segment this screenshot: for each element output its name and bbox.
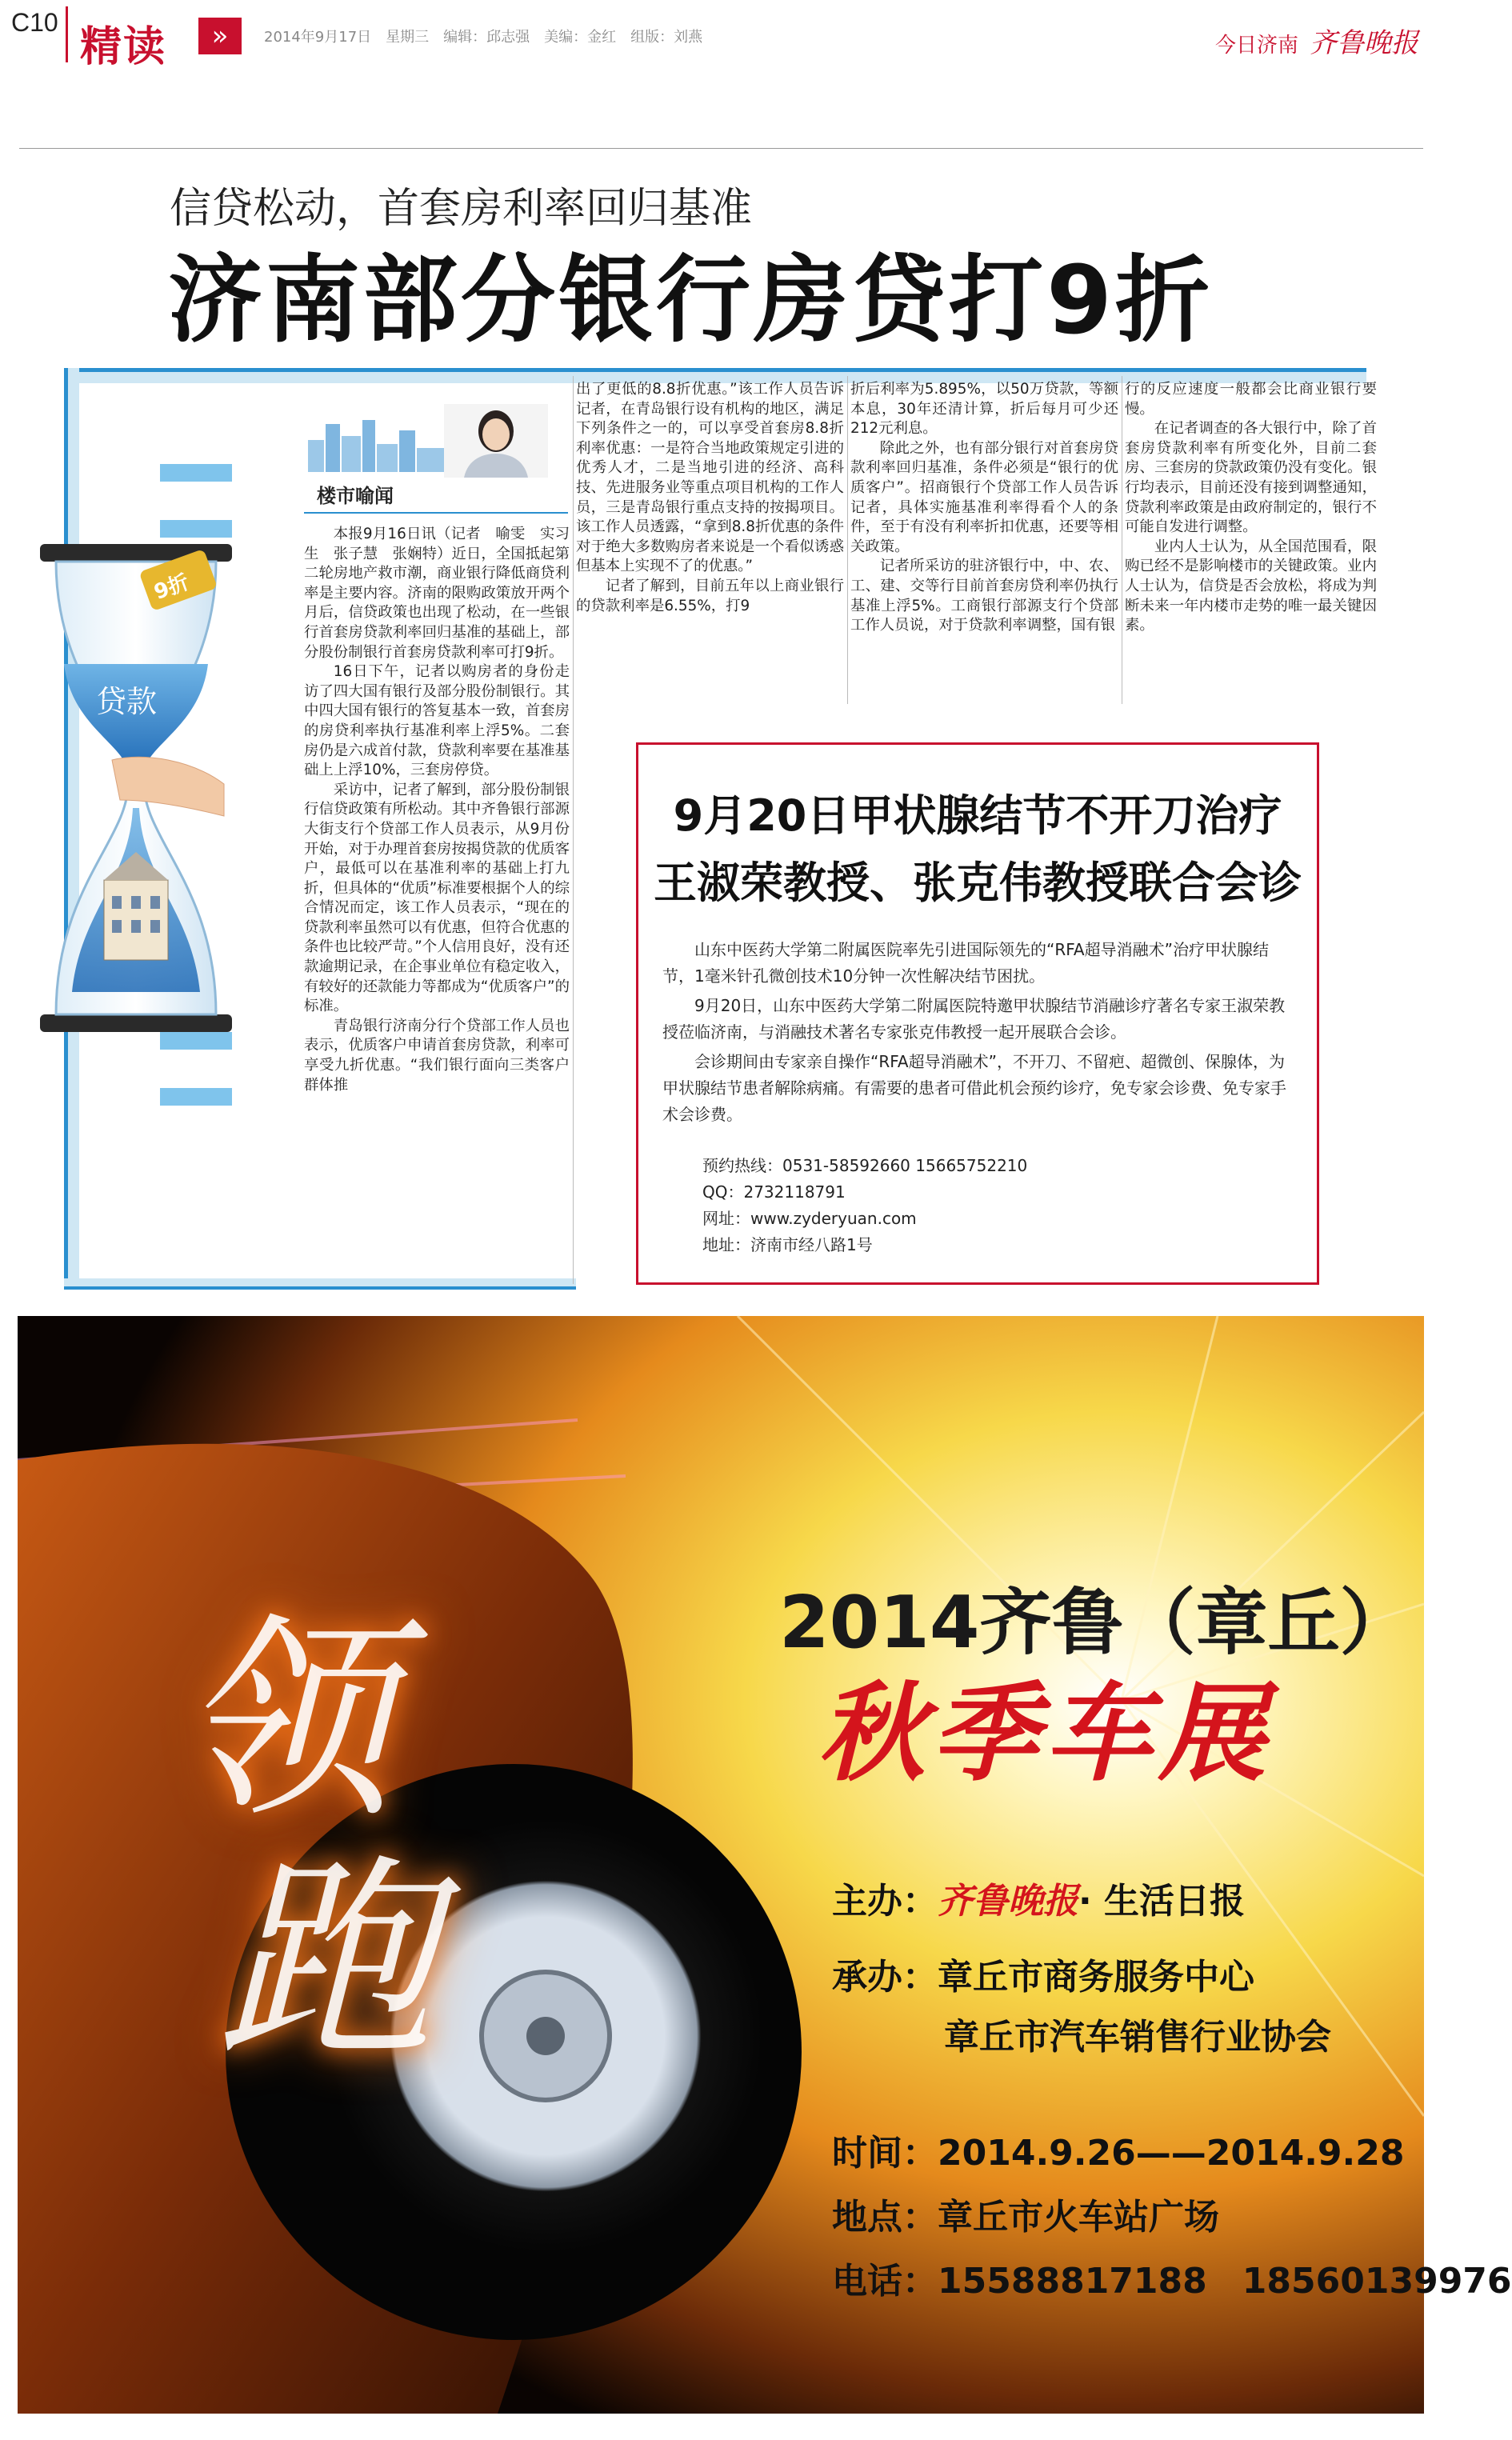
article-paragraph: 采访中，记者了解到，部分股份制银行信贷政策有所松动。其中齐鲁银行部源大街支行个贷部工作人员表示，从9月份开始，对于办理首套房按揭贷款的优质客户，最低可以在基准利率的基础上打九折，但具体的“优质”标准要根据个人的综合情况而定，该工作人员表示，“现在的贷款利率虽然可以有优惠，但符合优惠的条件也比较严苛。”个人信用良好，没有还款逾期记录，在企事业单位有稳定收入，有较好的还款能力等都成为“优质客户”的标准。	[304, 781, 570, 1015]
place-line	[832, 2188, 1219, 2239]
ad-hotline: 预约热线：0531-58592660 15665752210	[702, 1156, 1028, 1175]
article-paragraph: 记者所采访的驻济银行中，中、农、工、建、交等行目前首套房贷利率仍执行基准上浮5%。工商银行部源支行个贷部工作人员说，对于贷款利率调整，国有银	[850, 558, 1118, 634]
sub-headline: 信贷松动，首套房利率回归基准	[170, 185, 753, 233]
ad-address: 地址：济南市经八路1号	[702, 1235, 873, 1254]
organizer-line	[832, 1948, 1254, 1999]
place-value: 章丘市火车站广场	[938, 2197, 1219, 2238]
article-column-4	[1125, 380, 1377, 636]
section-title: 精读	[80, 23, 167, 71]
frame-bar	[160, 520, 232, 538]
skyline-icon	[308, 416, 444, 472]
today-label: 今日济南	[1214, 34, 1298, 58]
organizer-2: 章丘市汽车销售行业协会	[944, 2017, 1331, 2058]
article-column-1	[304, 525, 570, 1095]
host-label: 主办：	[832, 1881, 938, 1922]
page-meta: 2014年9月17日 星期三 编辑：邱志强 美编：金红 组版：刘燕	[264, 29, 703, 46]
column-rule	[573, 376, 574, 1284]
car-show-ad	[18, 1316, 1512, 2414]
place-label: 地点：	[832, 2197, 938, 2238]
ad-paragraph: 山东中医药大学第二附属医院率先引进国际领先的“RFA超导消融术”治疗甲状腺结节，1毫米针孔微创技术10分钟一次性解决结节困扰。	[662, 940, 1269, 986]
article-paragraph: 出了更低的8.8折优惠。”该工作人员告诉记者，在青岛银行设有机构的地区，满足下列条件之一的，可以享受首套房8.8折利率优惠：一是符合当地政策规定引进的优秀人才，二是当地引进的经济、高科技、先进服务业等重点项目机构的工作人员，三是青岛银行重点支持的按揭项目。该工作人员透露，“拿到8.8折优惠的条件对于绝大多数购房者来说是一个看似诱惑但基本上实现不了的优惠。”	[576, 381, 844, 575]
time-label: 时间：	[832, 2133, 938, 2174]
ad-title-line-1: 9月20日甲状腺结节不开刀治疗	[673, 790, 1282, 841]
car-show-subtitle: 秋季车展	[818, 1670, 1273, 1796]
host-line	[832, 1872, 1245, 1923]
hourglass-label: 贷款	[96, 684, 158, 719]
calligraphy-char-1: 领	[178, 1595, 394, 1847]
ad-qq: QQ：2732118791	[702, 1182, 846, 1202]
host-rest: · 生活日报	[1078, 1881, 1246, 1922]
page-number-divider	[66, 6, 68, 62]
ad-contacts	[702, 1153, 1027, 1258]
section-arrow-icon: »	[198, 18, 242, 54]
article-column-2	[576, 380, 844, 616]
article-paragraph: 在记者调查的各大银行中，除了首套房贷款利率有所变化外，目前二套房、三套房的贷款政策仍没有变化。银行均表示，目前还没有接到调整通知，贷款利率政策是由政府制定的，银行不可能自发进行调整。	[1125, 420, 1377, 536]
article-paragraph: 除此之外，也有部分银行对首套房贷款利率回归基准，条件必须是“银行的优质客户”。招商银行个贷部工作人员告诉记者，具体实施基准利率得看个人的条件，至于有没有利率折扣优惠，还要等相关政策。	[850, 439, 1118, 555]
organizer-label: 承办：	[832, 1957, 938, 1998]
ad-website: 网址：www.zyderyuan.com	[702, 1209, 917, 1228]
header-rule	[19, 148, 1423, 149]
frame-bar	[160, 1032, 232, 1050]
organizer-1: 章丘市商务服务中心	[938, 1957, 1254, 1998]
ad-paragraph: 9月20日，山东中医药大学第二附属医院特邀甲状腺结节消融诊疗著名专家王淑荣教授莅临济南，与消融技术著名专家张克伟教授一起开展联合会诊。	[662, 996, 1286, 1042]
calligraphy-char-2: 跑	[218, 1835, 434, 2087]
time-value: 2014.9.26——2014.9.28	[938, 2133, 1405, 2174]
time-line	[832, 2124, 1404, 2175]
article-paragraph: 16日下午，记者以购房者的身份走访了四大国有银行及部分股份制银行。其中四大国有银行的答复基本一致，首套房的房贷利率执行基准利率上浮5%。二套房仍是六成首付款，贷款利率要在基准基础上上浮10%，三套房停贷。	[304, 663, 570, 779]
phone-line	[832, 2252, 1512, 2303]
ad-paragraph: 会诊期间由专家亲自操作“RFA超导消融术”，不开刀、不留疤、超微创、保腺体，为甲状腺结节患者解除病痛。有需要的患者可借此机会预约诊疗，免专家会诊费、免专家手术会诊费。	[662, 1052, 1286, 1124]
masthead	[1215, 21, 1418, 60]
article-paragraph: 本报9月16日讯（记者 喻雯 实习生 张子慧 张娴特）近日，全国抵起第二轮房地产救市潮，商业银行降低商贷利率是主要内容。济南的限购政策放开两个月后，信贷政策也出现了松动，在一些银行首套房贷款利率回归基准的基础上，部分股份制银行首套房贷款利率可打9折。	[304, 526, 570, 661]
hourglass-illustration	[40, 544, 232, 1032]
columnist-avatar	[444, 404, 548, 478]
page-number: C10	[11, 8, 58, 37]
article-paragraph: 折后利率为5.895%，以50万贷款，等额本息，30年还清计算，折后每月可少还212元利息。	[850, 381, 1118, 438]
article-paragraph: 记者了解到，目前五年以上商业银行的贷款利率是6.55%，打9	[576, 577, 844, 614]
frame-bar	[160, 464, 232, 482]
hourglass-card-text: 9折	[150, 570, 193, 605]
main-headline: 济南部分银行房贷打9折	[168, 245, 1214, 355]
ad-body	[662, 937, 1294, 1131]
article-column-3	[850, 380, 1118, 636]
article-paragraph: 行的反应速度一般都会比商业银行要慢。	[1125, 381, 1377, 418]
thyroid-ad	[636, 742, 1319, 1285]
column-label: 楼市喻闻	[317, 485, 394, 507]
article-paragraph: 青岛银行济南分行个贷部工作人员也表示，优质客户申请首套房贷款，利率可享受九折优惠。“我们银行面向三类客户群体推	[304, 1017, 570, 1094]
article-paragraph: 业内人士认为，从全国范围看，限购已经不是影响楼市的关键政策。业内人士认为，信贷是否会放松，将成为判断未来一年内楼市走势的唯一最关键因素。	[1125, 538, 1377, 634]
car-show-title: 2014齐鲁（章丘）	[779, 1581, 1412, 1665]
paper-name: 齐鲁晚报	[1310, 27, 1418, 59]
frame-bar	[160, 1088, 232, 1106]
frame-bottom	[64, 1278, 576, 1290]
ad-title-line-2: 王淑荣教授、张克伟教授联合会诊	[654, 858, 1302, 908]
column-rule	[847, 376, 848, 704]
phone-label: 电话：	[832, 2261, 938, 2302]
host-brand: 齐鲁晚报	[938, 1881, 1078, 1922]
phone-value: 15588817188 18560139976	[938, 2261, 1512, 2302]
